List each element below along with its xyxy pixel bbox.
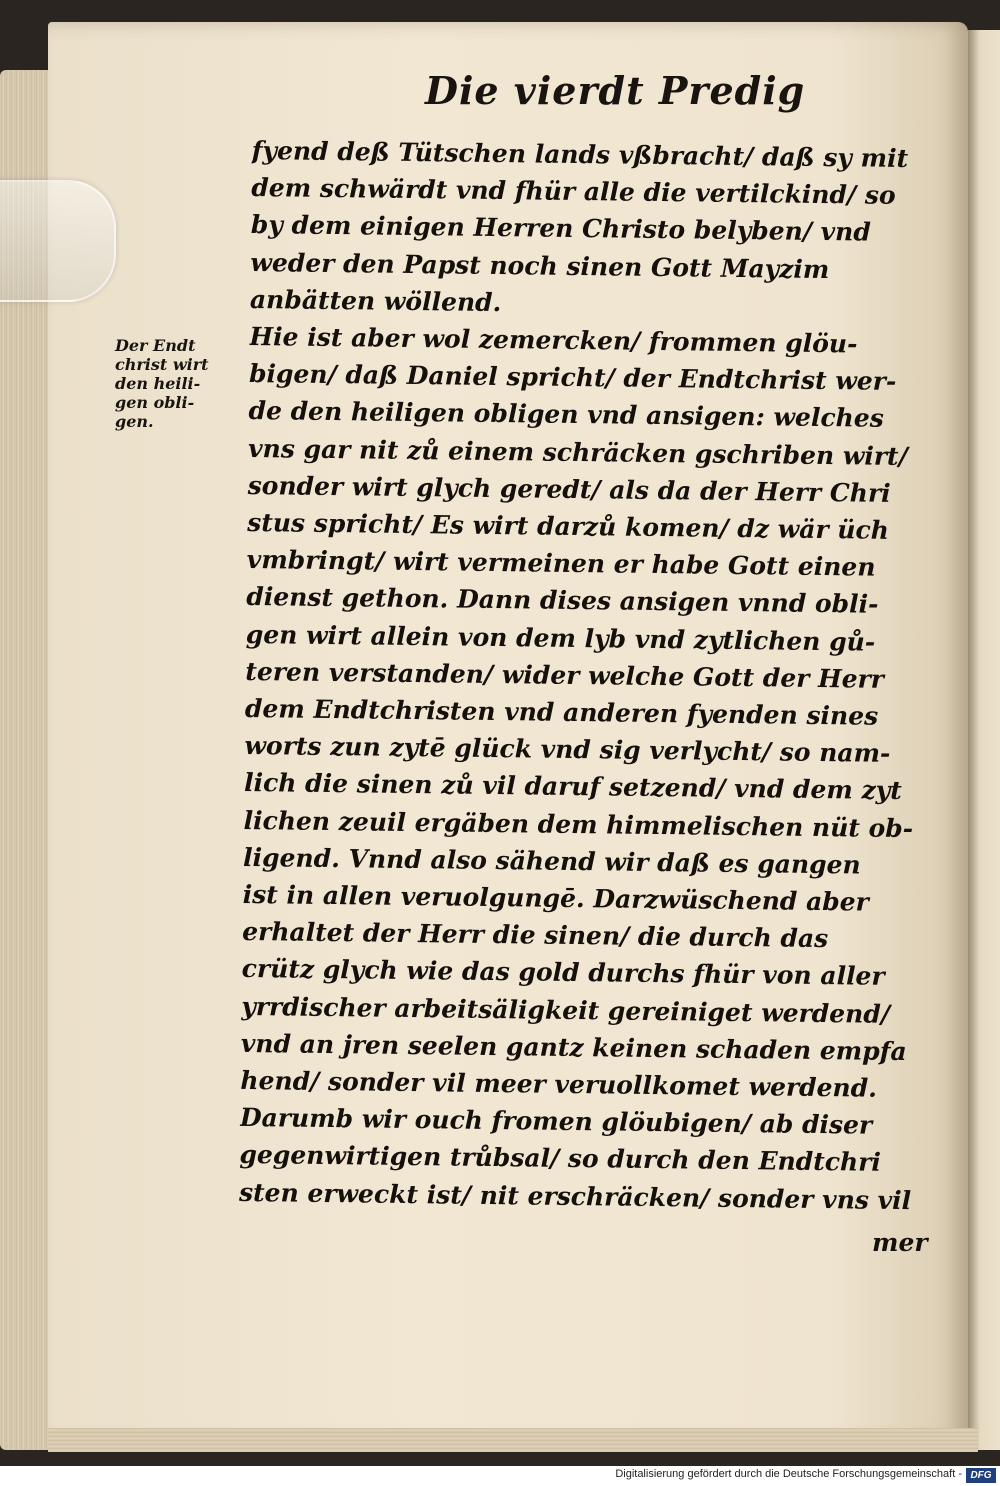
marginal-line: den heili-	[115, 374, 201, 393]
text-line: Hie ist aber wol zemercken/ frommen glöu-	[249, 322, 858, 359]
text-line: worts zun zytē glück vnd sig verlycht/ so nam-	[244, 731, 891, 769]
body-text	[239, 132, 942, 1219]
footer-bar	[0, 1466, 1000, 1486]
marginal-line: gen obli-	[115, 393, 195, 412]
marginal-line: Der Endt	[115, 336, 196, 355]
text-line: dem Endtchristen vnd anderen fyenden sines	[244, 694, 879, 731]
text-line: Darumb wir ouch fromen glöubigen/ ab diser	[239, 1103, 873, 1140]
text-line: fyend deß Tütschen lands vßbracht/ daß sy mit	[251, 135, 909, 174]
text-line: anbätten wöllend.	[249, 284, 502, 317]
text-line: teren verstanden/ wider welche Gott der Herr	[245, 656, 885, 694]
text-line: ligend. Vnnd also sähend wir daß es gangen	[242, 842, 861, 880]
marginal-line: christ wirt	[115, 355, 209, 374]
text-line: crütz glych wie das gold durchs fhür von aller	[241, 954, 885, 992]
text-line: yrrdischer arbeitsäligkeit gereiniget werdend/	[241, 991, 891, 1029]
text-line: sonder wirt glych geredt/ als da der Herr Chri	[247, 470, 891, 508]
dfg-logo: DFG	[966, 1468, 996, 1483]
text-line: weder den Papst noch sinen Gott Mayzim	[250, 247, 830, 284]
funding-credit: Digitalisierung gefördert durch die Deutsche Forschungsgemeinschaft -	[615, 1468, 962, 1480]
catchword: mer	[872, 1228, 928, 1257]
text-line: gen wirt allein von dem lyb vnd zytlichen gů-	[245, 619, 876, 657]
page-bottom-edge	[48, 1428, 978, 1452]
running-head: Die vierdt Predig	[425, 68, 806, 113]
text-line: dem schwärdt vnd fhür alle die vertilckind/ so	[251, 173, 896, 211]
marginal-line: gen.	[115, 412, 154, 431]
facing-page-edge	[968, 30, 1000, 1450]
text-line: sten erweckt ist/ nit erschräcken/ sonder vns vil	[238, 1177, 912, 1215]
text-line: gegenwirtigen trůbsal/ so durch den Endtchri	[239, 1140, 882, 1178]
marginal-note	[115, 336, 255, 431]
page-clip	[0, 180, 116, 302]
text-line: hend/ sonder vil meer veruollkomet werdend.	[240, 1066, 878, 1103]
text-line: dienst gethon. Dann dises ansigen vnnd obli-	[246, 582, 879, 620]
text-line: ist in allen veruolgungē. Darzwüschend aber	[242, 880, 870, 917]
text-line: lich die sinen zů vil daruf setzend/ vnd dem zyt	[243, 768, 903, 806]
text-line: bigen/ daß Daniel spricht/ der Endtchrist wer-	[248, 359, 897, 397]
text-line: vns gar nit zů einem schräcken gschriben wirt/	[247, 433, 908, 471]
text-line: vnd an jren seelen gantz keinen schaden empfa	[240, 1028, 907, 1066]
text-line: erhaltet der Herr die sinen/ die durch das	[242, 917, 829, 954]
text-line: by dem einigen Herren Christo belyben/ vnd	[250, 210, 871, 247]
text-line: vmbringt/ wirt vermeinen er habe Gott einen	[246, 545, 876, 582]
text-line: stus spricht/ Es wirt darzů komen/ dz wär üch	[247, 508, 890, 545]
text-line: de den heiligen obligen vnd ansigen: welches	[248, 396, 884, 434]
text-line: lichen zeuil ergäben dem himmelischen nüt ob-	[243, 805, 914, 843]
